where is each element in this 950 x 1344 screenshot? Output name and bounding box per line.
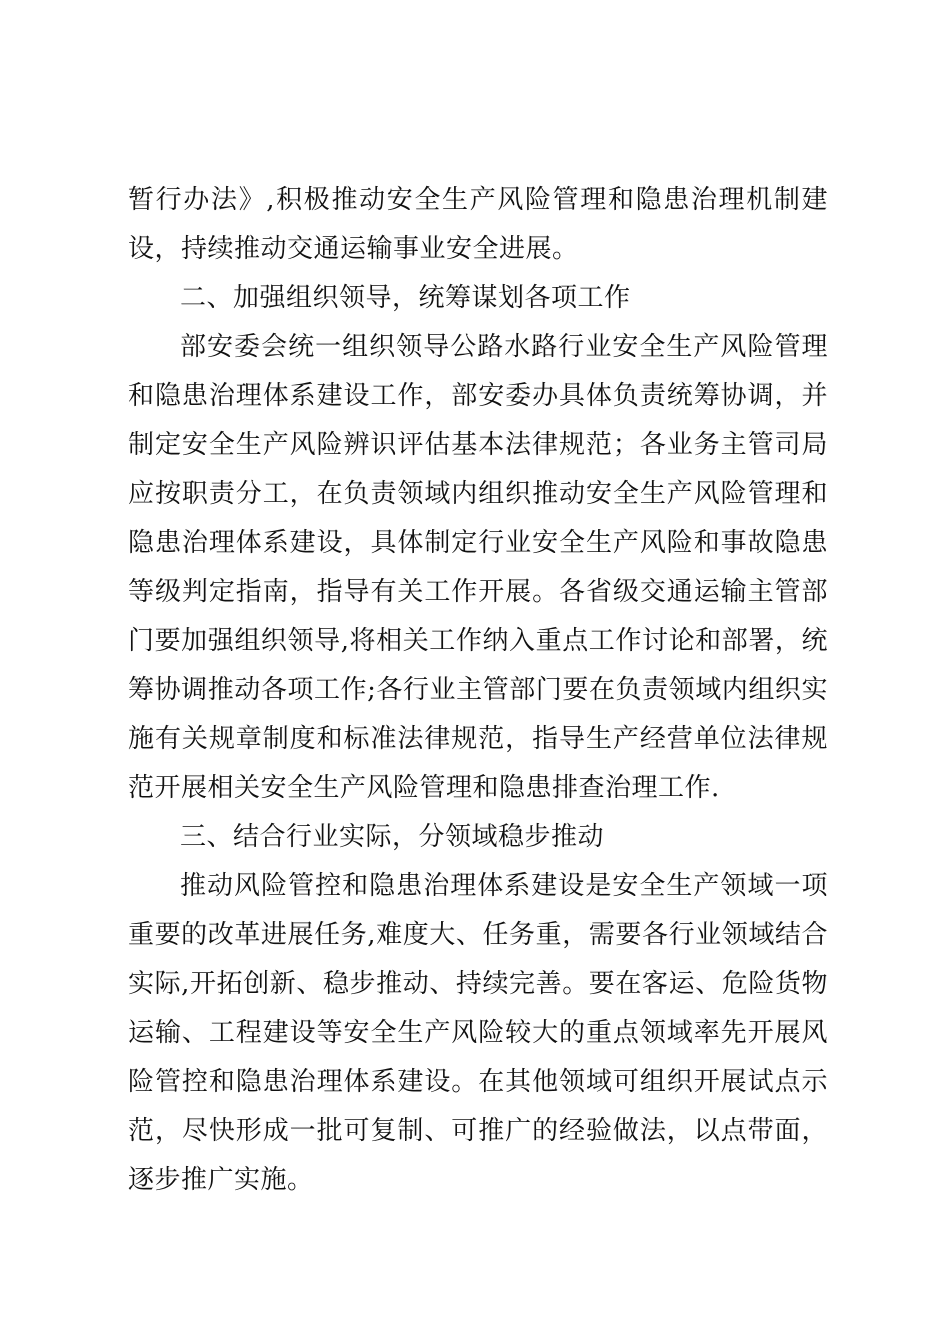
paragraph-continuation: 暂行办法》,积极推动安全生产风险管理和隐患治理机制建设，持续推动交通运输事业安全进展。 <box>128 185 828 264</box>
paragraph-organization: 部安委会统一组织领导公路水路行业安全生产风险管理和隐患治理体系建设工作，部安委办具体负责统筹协调，并制定安全生产风险辨识评估基本法律规范；各业务主管司局应按职责分工，在负责领域内组织推动安全生产风险管理和隐患治理体系建设，具体制定行业安全生产风险和事故隐患等级判定指南，指导有关工作开展。各省级交通运输主管部门要加强组织领导,将相关工作纳入重点工作讨论和部署，统筹协调推动各项工作;各行业主管部门要在负责领域内组织实施有关规章制度和标准法律规范，指导生产经营单位法律规范开展相关安全生产风险管理和隐患排查治理工作. <box>128 332 828 803</box>
section-heading-2: 二、加强组织领导，统筹谋划各项工作 <box>180 283 631 313</box>
document-body <box>128 176 828 1205</box>
paragraph-implementation: 推动风险管控和隐患治理体系建设是安全生产领域一项重要的改革进展任务,难度大、任务重，需要各行业领域结合实际,开拓创新、稳步推动、持续完善。要在客运、危险货物运输、工程建设等安全生产风险较大的重点领域率先开展风险管控和隐患治理体系建设。在其他领域可组织开展试点示范，尽快形成一批可复制、可推广的经验做法，以点带面，逐步推广实施。 <box>128 871 828 1195</box>
section-heading-3: 三、结合行业实际，分领域稳步推动 <box>180 822 605 852</box>
